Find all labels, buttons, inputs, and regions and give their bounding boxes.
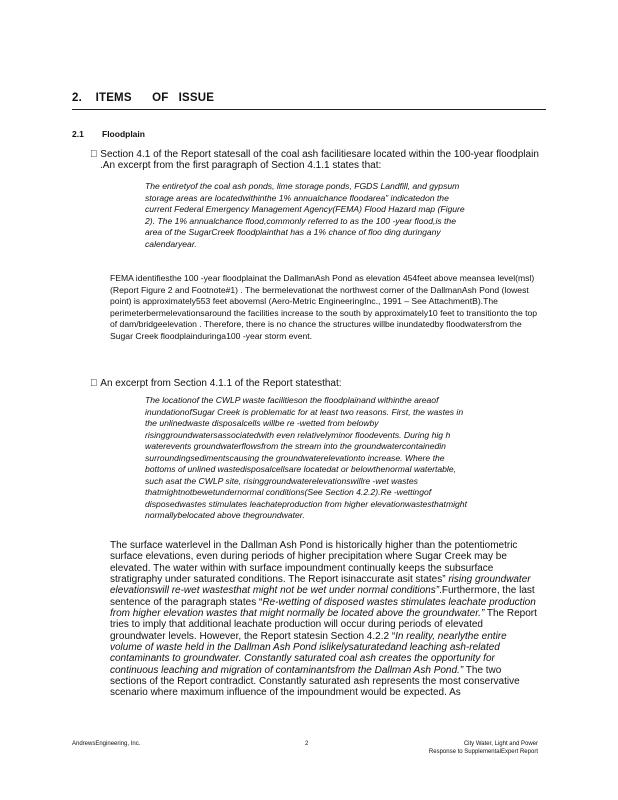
bullet-text: An excerpt from Section 4.1.1 of the Report statesthat: [90,378,332,389]
paragraph-text: The two sections of the Report contradict. Constantly saturated ash represents the most conservative scenario where maximum influence of the impoundment would be expected. As [110,664,520,699]
paragraph-text: The Report tries to imply that additional leachate production will occur during periods of elevated groundwater levels. However, the Report statesin Section 4.2.2 “ [110,608,537,642]
bullet-item [90,378,540,389]
bullet-marker [90,378,98,389]
paragraph-text: .Furthermore, the last sentence of the paragraph states “ [110,585,535,608]
block-quote: The entiretyof the coal ash ponds, lime storage ponds, FGDS Landfill, and gypsum storage areas are locatedwithinthe 1% annualchance floodarea” indicatedon the current Federal Emergency Management Agency(FEMA) Flood Hazard map (Figure 2). The 1% annualchance flood,commonly referred to as the 100 -year flood,is the area of the SugarCreek floodplainthat has a 1% chance of floo ding duringany calendaryear. [145,181,465,249]
subsection-title: Floodplain [102,129,145,139]
footer-company: AndrewsEngineering, Inc. [72,741,141,747]
section-divider [72,109,546,110]
block-quote: The locationof the CWLP waste facilitieson the floodplainand withinthe areaof inundationofSugar Creek is problematic for at least two reasons. First, the wastes in the unlinedwaste disposalcells willbe re -wetted from belowby risinggroundwatersassociatedwith even relativelyminor floodevents. During hig h waterevents groundwaterflowsfrom the stream into the groundwatercontainedin surroundingsedimentscausing the groundwaterelevationto increase. Where the bottoms of unlined wastedisposalcellsare locatedat or belowthenormal watertable, such asat the CWLP site, risinggroundwaterelevationswillre -wet wastes thatmightnotbewetundernormal conditions(See Section 4.2.2).Re -wettingof disposedwastes stimulates leachateproduction from higher elevationwastesthatmight normallybelocated above thegroundwater. [145,395,467,520]
footer-report-title [400,740,538,756]
paragraph-text: The surface waterlevel in the Dallman Ash Pond is historically higher than the potentiometric surface elevations, even during periods of higher precipitation where Sugar Creek may be elevated. The water within with surface impoundment continually keeps the subsurface stratigraphy under saturated conditions. The Report isinaccurate asit states” [110,540,518,586]
footer-report-line: City Water, Light and Power [463,741,538,747]
footer-page-number: 2 [305,741,309,747]
body-paragraph: FEMA identifiesthe 100 -year floodplainat the DallmanAsh Pond as elevation 454feet above meansea level(msl) (Report Figure 2 and Footnote#1) . The bermelevationat the northwest corner of the DallmanAsh Pond (lowest point) is approximately553 feet abovemsl (Aero-Metric EngineeringInc., 1991 – See AttachmentB).The perimeterbermelevationsaround the facilities increase to the south by approximately10 feet to transitionto the top of dam/bridgeelevation . Therefore, there is no chance the structures willbe inundatedby floodwatersfrom the Sugar Creek floodplainduringa100 -year storm event. [110,273,538,341]
bullet-text: Section 4.1 of the Report statesall of the coal ash facilitiesare located within the 100-year floodplain .An excerpt from the first paragraph of Section 4.1.1 states that: [90,149,529,171]
section-heading: 2. ITEMS OF ISSUE [72,92,215,104]
bullet-marker [90,149,98,160]
subsection-number: 2.1 [72,129,84,139]
quoted-text: In reality, nearlythe entire volume of waste held in the Dallman Ash Pond islikelysaturatedand leaching ash-related contaminants to groundwater. Constantly saturated coal ash creates the opportunity for continuous leaching and migration of contaminantsfrom the Dallman Ash Pond.” [110,630,507,676]
body-paragraph [110,540,540,699]
quoted-text: Re-wetting of disposed wastes stimulates leachate production from higher elevation wastes that might normally be located above the groundwater.” [110,596,536,620]
bullet-item [90,149,540,171]
quoted-text: rising groundwater elevationswill re-wet wastesthat might not be wet under normal conditions” [110,574,531,597]
footer-report-line: Response to SupplementalExpert Report [428,749,538,755]
